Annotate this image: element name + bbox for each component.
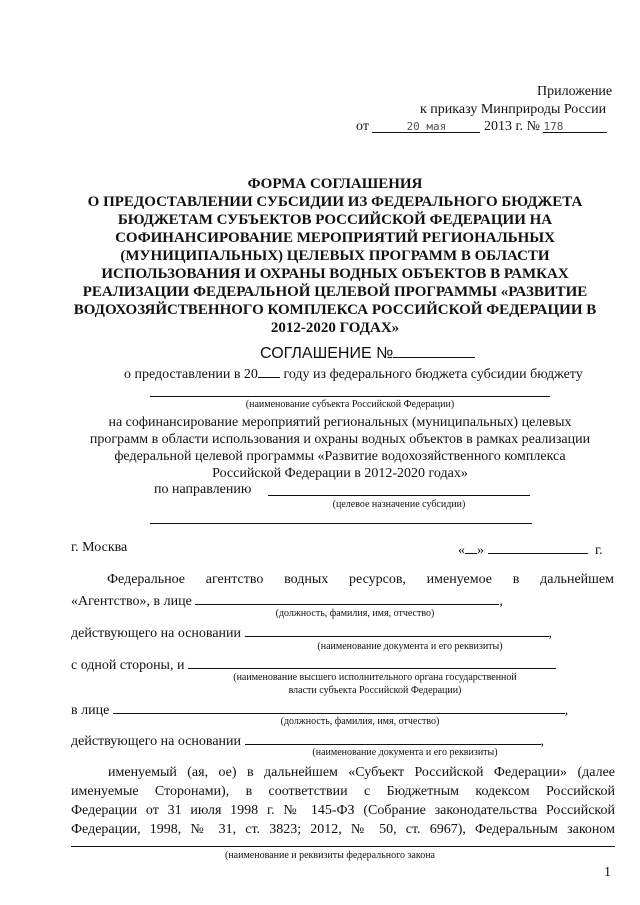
date-prefix: от <box>356 119 369 134</box>
in-person-label: в лице <box>71 703 110 718</box>
subject-caption: (наименование субъекта Российской Федерации) <box>245 399 455 410</box>
title-line: 2012-2020 ГОДАХ» <box>270 320 400 336</box>
comma: , <box>548 626 553 641</box>
one-side-label: с одной стороны, и <box>71 658 185 673</box>
purpose-line: федеральной целевой программы «Развитие водохозяйственного комплекса <box>114 449 566 464</box>
caption-law: (наименование и реквизиты федерального закона <box>225 850 435 861</box>
year-suffix: г. <box>595 543 603 558</box>
title-line: ИСПОЛЬЗОВАНИЯ И ОХРАНЫ ВОДНЫХ ОБЪЕКТОВ В РАМКАХ <box>101 266 569 282</box>
year-field <box>258 364 280 378</box>
subject-post: году из федерального бюджета субсидии бюджету <box>283 367 583 382</box>
title-line: ФОРМА СОГЛАШЕНИЯ <box>247 176 423 192</box>
acting-on-label: действующего на основании <box>71 626 242 641</box>
caption-exec-body <box>190 671 560 697</box>
year-number-label: 2013 г. № <box>483 119 540 134</box>
direction-label: по направлению <box>154 482 252 497</box>
caption-document: (наименование документа и его реквизиты) <box>317 641 503 652</box>
page-number: 1 <box>604 865 611 880</box>
law-blank-line <box>71 846 615 847</box>
acting-doc-field <box>245 623 549 637</box>
title-line: СОФИНАНСИРОВАНИЕ МЕРОПРИЯТИЙ РЕГИОНАЛЬНЫХ <box>115 230 555 246</box>
comma: , <box>499 594 503 609</box>
paragraph-line: именуемый (ая, ое) в дальнейшем «Субъект Российской Федерации» (далее <box>108 765 615 780</box>
agreement-number-field <box>393 344 475 358</box>
title-line: ВОДОХОЗЯЙСТВЕННОГО КОМПЛЕКСА РОССИЙСКОЙ ФЕДЕРАЦИИ В <box>73 302 597 318</box>
agreement-heading-text: СОГЛАШЕНИЕ № <box>260 345 394 362</box>
comma: , <box>564 703 569 718</box>
day-field <box>465 540 477 554</box>
acting-on-label-2: действующего на основании <box>71 734 242 749</box>
agency-in-person: «Агентство», в лице <box>71 594 192 609</box>
subject-pre: о предоставлении в 20 <box>124 367 258 382</box>
purpose-line: программ в области использования и охраны водных объектов в рамках реализации <box>89 432 591 447</box>
title-line: О ПРЕДОСТАВЛЕНИИ СУБСИДИИ ИЗ ФЕДЕРАЛЬНОГО БЮДЖЕТА <box>87 194 583 210</box>
city-label: г. Москва <box>71 540 128 555</box>
month-field <box>488 540 588 554</box>
agency-line: Федеральное агентство водных ресурсов, именуемое в дальнейшем <box>107 572 614 587</box>
subject-blank-line <box>150 396 550 397</box>
purpose-line: на софинансирование мероприятий региональных (муниципальных) целевых <box>108 415 572 430</box>
caption-person-2: (должность, фамилия, имя, отчество) <box>280 716 440 727</box>
title-line: БЮДЖЕТАМ СУБЪЕКТОВ РОССИЙСКОЙ ФЕДЕРАЦИИ НА <box>117 212 553 228</box>
date-close-quote: » <box>477 543 484 558</box>
paragraph-line: именуемые Сторонами), в соответствии с Бюджетным кодексом Российской <box>71 784 615 799</box>
document-title <box>60 175 610 337</box>
order-date-line <box>356 119 607 135</box>
title-line: РЕАЛИЗАЦИИ ФЕДЕРАЛЬНОЙ ЦЕЛЕВОЙ ПРОГРАММЫ «РАЗВИТИЕ <box>82 284 588 300</box>
caption-person: (должность, фамилия, имя, отчество) <box>275 608 435 619</box>
number-field <box>543 119 607 133</box>
agreement-heading <box>260 344 475 363</box>
comma: , <box>540 734 545 749</box>
date-handwritten: 20 мая <box>406 120 447 133</box>
exec-body-field <box>188 655 556 669</box>
date-open-quote: « <box>458 543 465 558</box>
acting-on-line <box>71 623 552 642</box>
subject-person-field <box>113 700 565 714</box>
main-paragraph <box>71 763 615 839</box>
appendix-label: Приложение <box>537 84 613 99</box>
caption-exec-line: власти субъекта Российской Федерации) <box>288 685 462 696</box>
direction-blank-line-2 <box>150 523 532 524</box>
date-field <box>372 119 480 133</box>
purpose-text <box>60 414 620 482</box>
agency-person-field <box>195 591 499 605</box>
caption-document-2: (наименование документа и его реквизиты) <box>312 747 498 758</box>
agreement-date <box>458 540 603 559</box>
subject-line <box>124 364 583 383</box>
order-reference: к приказу Минприроды России <box>420 102 607 117</box>
title-line: (МУНИЦИПАЛЬНЫХ) ЦЕЛЕВЫХ ПРОГРАММ В ОБЛАСТИ <box>120 248 550 264</box>
direction-blank-line <box>268 495 530 496</box>
acting-doc-field-2 <box>245 731 541 745</box>
caption-exec-line: (наименование высшего исполнительного органа государственной <box>233 672 517 683</box>
paragraph-line: Федерации от 31 июля 1998 г. № 145-ФЗ (Собрание законодательства Российской <box>71 803 615 818</box>
number-handwritten: 178 <box>543 120 564 133</box>
paragraph-line: Федерации, 1998, № 31, ст. 3823; 2012, № 50, ст. 6967), Федеральным законом <box>71 822 615 837</box>
direction-caption: (целевое назначение субсидии) <box>332 499 466 510</box>
purpose-line: Российской Федерации в 2012-2020 годах» <box>212 466 468 481</box>
